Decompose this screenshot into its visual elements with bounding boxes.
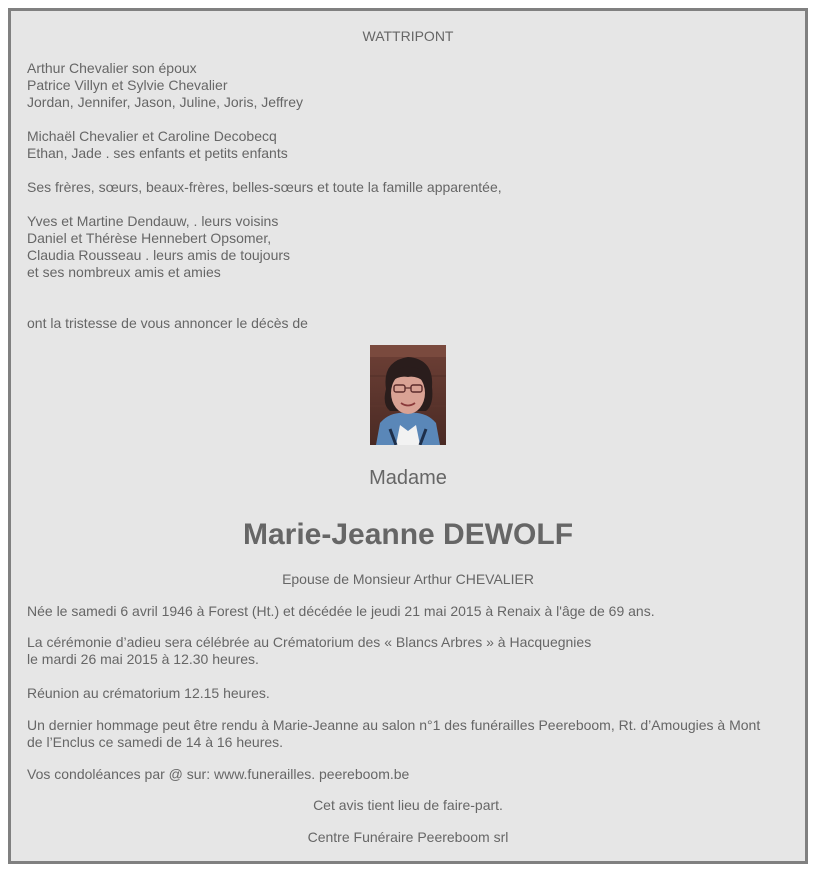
funeral-home-name: Centre Funéraire Peereboom srl bbox=[307, 829, 509, 845]
spouse-line: Epouse de Monsieur Arthur CHEVALIER bbox=[282, 571, 534, 587]
friends-line: Daniel et Thérèse Hennebert Opsomer, bbox=[27, 230, 272, 246]
obituary-notice bbox=[8, 8, 808, 864]
location-heading: WATTRIPONT bbox=[362, 28, 454, 44]
portrait-photo bbox=[370, 345, 446, 445]
ceremony-line: le mardi 26 mai 2015 à 12.30 heures. bbox=[27, 651, 259, 667]
family-line: Patrice Villyn et Sylvie Chevalier bbox=[27, 77, 228, 93]
siblings-line: Ses frères, sœurs, beaux-frères, belles-sœurs et toute la famille apparentée, bbox=[27, 179, 502, 195]
tribute-line: Un dernier hommage peut être rendu à Marie-Jeanne au salon n°1 des funérailles Peereboom, Rt. d’Amougies à Mont bbox=[27, 717, 761, 733]
ceremony-line: La cérémonie d’adieu sera célébrée au Crématorium des « Blancs Arbres » à Hacquegnies bbox=[27, 634, 592, 650]
tribute-line: de l’Enclus ce samedi de 14 à 16 heures. bbox=[27, 734, 284, 750]
meeting-line: Réunion au crématorium 12.15 heures. bbox=[27, 685, 270, 701]
family-line: Ethan, Jade . ses enfants et petits enfants bbox=[27, 145, 288, 161]
friends-line: et ses nombreux amis et amies bbox=[27, 264, 221, 280]
deceased-name: Marie-Jeanne DEWOLF bbox=[242, 518, 574, 551]
family-line: Arthur Chevalier son époux bbox=[27, 60, 197, 76]
condolences-line: Vos condoléances par @ sur: www.funerailles. peereboom.be bbox=[27, 766, 410, 782]
friends-line: Yves et Martine Dendauw, . leurs voisins bbox=[27, 213, 279, 229]
friends-line: Claudia Rousseau . leurs amis de toujours bbox=[27, 247, 291, 263]
announcement-text: ont la tristesse de vous annoncer le décès de bbox=[27, 315, 308, 331]
notice-note: Cet avis tient lieu de faire-part. bbox=[313, 797, 503, 813]
birth-death-line: Née le samedi 6 avril 1946 à Forest (Ht.) et décédée le jeudi 21 mai 2015 à Renaix à l'âge de 69 ans. bbox=[27, 603, 655, 619]
family-line: Michaël Chevalier et Caroline Decobecq bbox=[27, 128, 277, 144]
family-line: Jordan, Jennifer, Jason, Juline, Joris, Jeffrey bbox=[27, 94, 303, 110]
honorific-title: Madame bbox=[369, 467, 447, 489]
